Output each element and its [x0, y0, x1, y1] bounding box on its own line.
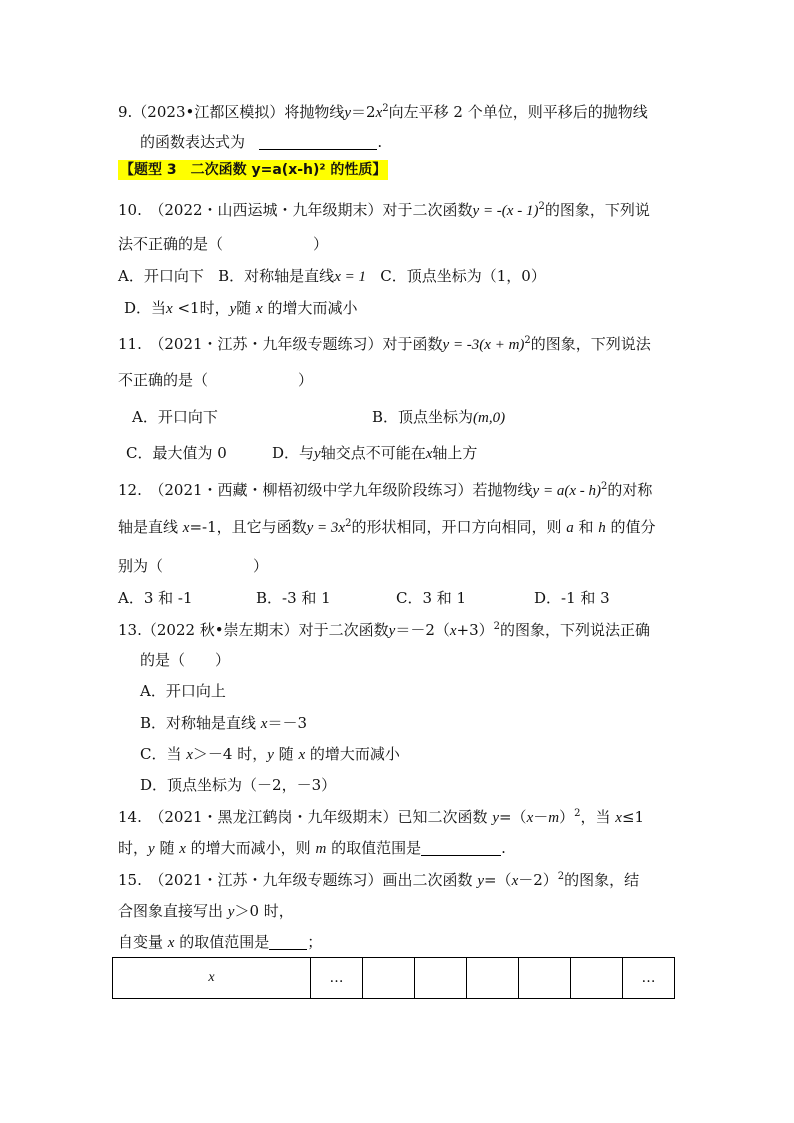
q11-option-b[interactable] — [372, 407, 505, 428]
q14-line2-x: x — [179, 841, 186, 857]
q13-exp: 2 — [493, 621, 501, 632]
q11-line2: 不正确的是（ ） — [118, 371, 314, 389]
table-cell[interactable] — [363, 958, 415, 999]
q9-eq-exp: 2 — [382, 103, 389, 114]
q15-eq2: －2） — [518, 871, 558, 889]
q10-text-post: 的图象，下列说 — [544, 201, 650, 219]
q10-option-a[interactable]: A．开口向下 — [118, 267, 204, 285]
q13-option-c-x: x — [186, 747, 193, 763]
q11-line1 — [118, 334, 651, 355]
table-cell[interactable] — [415, 958, 467, 999]
q14-line2-post: 的取值范围是 — [326, 839, 422, 857]
q14-text: 14. （2021・黑龙江鹤岗・九年级期末）已知二次函数 — [118, 808, 493, 826]
q10-option-b[interactable] — [218, 267, 366, 285]
q12-option-d[interactable]: D．-1 和 3 — [534, 589, 610, 607]
q11-option-d-text: D．与 — [272, 444, 315, 462]
q10-option-d-text: D．当 — [124, 299, 167, 317]
table-cell[interactable] — [519, 958, 571, 999]
q13-x: x — [449, 623, 457, 639]
q13-option-c-mid: ＞－4 时， — [192, 745, 268, 763]
q14-m: m — [548, 810, 560, 826]
q13-option-d[interactable]: D．顶点坐标为（－2，－3） — [140, 776, 337, 794]
q14-x: x — [526, 810, 534, 826]
q10-option-d-mid2: 随 — [236, 299, 257, 317]
q13-text: 13.（2022 秋•崇左期末）对于二次函数 — [118, 621, 389, 639]
q12-line2-mid: =-1，且它与函数 — [189, 518, 307, 536]
q9-answer-blank[interactable] — [259, 133, 377, 150]
q11-option-d-post: 轴上方 — [432, 444, 478, 462]
q11-text: 11. （2021・江苏・九年级专题练习）对于函数 — [118, 335, 443, 353]
q9-line1 — [118, 102, 648, 123]
q9-line2-text: 的函数表达式为 — [140, 133, 246, 151]
q10-options-abc — [118, 266, 546, 287]
q15-exp: 2 — [557, 871, 565, 882]
q11-option-c[interactable]: C．最大值为 0 — [126, 444, 227, 462]
q15-line2-post: ＞0 时， — [234, 902, 294, 920]
q15-line3 — [118, 932, 322, 953]
q15-text: 15. （2021・江苏・九年级专题练习）画出二次函数 — [118, 871, 478, 889]
table-header-x: x — [113, 958, 311, 999]
q11-option-b-eq: (m,0) — [473, 410, 506, 426]
q13-option-b[interactable] — [140, 713, 307, 734]
q15-line2-pre: 合图象直接写出 — [118, 902, 228, 920]
q12-line2-a: a — [566, 520, 574, 536]
q12-option-a[interactable]: A．3 和 -1 — [118, 589, 193, 607]
q14-line2-m: m — [315, 841, 327, 857]
table-cell[interactable]: … — [623, 958, 675, 999]
q14-x2: x — [615, 810, 622, 826]
q12-line2-h: h — [598, 520, 606, 536]
q12-line2-exp: 2 — [345, 518, 352, 529]
q15-line2 — [118, 901, 294, 922]
q12-eq: y = a(x - h) — [532, 483, 601, 499]
q13-option-c-mid2: 随 — [273, 745, 299, 763]
q12-text-post: 的对称 — [607, 481, 653, 499]
q12-eq-exp: 2 — [600, 481, 608, 492]
q15-end: ； — [307, 933, 323, 951]
q10-text: 10. （2022・山西运城・九年级期末）对于二次函数 — [118, 201, 473, 219]
q13-option-a[interactable]: A．开口向上 — [140, 682, 226, 700]
q15-line3-post: 的取值范围是 — [174, 933, 270, 951]
q9-text: 9.（2023•江都区模拟）将抛物线 — [118, 103, 345, 121]
q12-line2-mid2: 的形状相同，开口方向相同，则 — [351, 518, 567, 536]
q9-eq-mid: ＝2 — [351, 103, 376, 121]
q12-option-c[interactable]: C．3 和 1 — [396, 589, 467, 607]
q14-line1 — [118, 807, 644, 828]
q12-line2-eq: y = 3x — [306, 520, 346, 536]
q15-y: y — [477, 873, 484, 889]
q14-eq: =（ — [498, 808, 527, 826]
q10-option-d[interactable] — [124, 298, 358, 319]
q10-option-d-mid: <1时， — [172, 299, 230, 317]
q14-exp: 2 — [574, 808, 581, 819]
q9-line2 — [140, 132, 382, 152]
q9-text-post: 向左平移 2 个单位，则平移后的抛物线 — [388, 103, 648, 121]
q11-option-d[interactable] — [272, 443, 477, 464]
table-cell[interactable] — [571, 958, 623, 999]
q14-eq2: － — [533, 808, 549, 826]
q13-eq2: +3） — [456, 621, 494, 639]
q14-line2-mid2: 的增大而减小，则 — [185, 839, 316, 857]
q12-line2-post: 的值分 — [605, 518, 656, 536]
q9-end: . — [377, 133, 383, 151]
q14-line2-mid: 随 — [154, 839, 180, 857]
q10-option-d-x2: x — [256, 301, 263, 317]
q9-eq-y: y — [344, 105, 352, 121]
q11-eq-exp: 2 — [524, 335, 531, 346]
q13-line1 — [118, 620, 650, 641]
q14-eq3: ） — [559, 808, 575, 826]
q10-option-b-text: B．对称轴是直线 — [218, 267, 335, 285]
q9-eq-x: x — [375, 105, 383, 121]
q12-line3: 别为（ ） — [118, 557, 269, 575]
q13-option-c-y: y — [267, 747, 274, 763]
q13-option-b-text: B．对称轴是直线 — [140, 714, 261, 732]
q13-eq: ＝－2（ — [395, 621, 450, 639]
q14-mid: ，当 — [580, 808, 616, 826]
q11-option-b-text: B．顶点坐标为 — [372, 408, 474, 426]
q11-option-d-mid: 轴交点不可能在 — [320, 444, 426, 462]
q14-line2-pre: 时， — [118, 839, 149, 857]
q14-post: ≤1 — [621, 808, 645, 826]
q10-option-d-y: y — [229, 301, 237, 317]
q12-line2 — [118, 517, 656, 538]
table-cell[interactable] — [467, 958, 519, 999]
table-row — [113, 958, 675, 999]
q10-option-b-eq: x = 1 — [334, 269, 366, 285]
q15-line1 — [118, 870, 639, 891]
q13-text-post: 的图象，下列说法正确 — [500, 621, 651, 639]
q15-x: x — [511, 873, 519, 889]
section-heading: 【题型 3 二次函数 y=a(x-h)² 的性质】 — [120, 162, 387, 178]
q15-line3-pre: 自变量 — [118, 933, 168, 951]
q10-eq-exp: 2 — [538, 201, 545, 212]
q10-eq: y = -(x - 1) — [472, 203, 539, 219]
q15-line3-x: x — [167, 935, 175, 951]
q12-line1 — [118, 480, 652, 501]
q14-answer-blank[interactable] — [421, 839, 501, 856]
q14-end: . — [501, 839, 506, 857]
q13-option-c-post: 的增大而减小 — [305, 745, 400, 763]
q12-text: 12. （2021・西藏・柳梧初级中学九年级阶段练习）若抛物线 — [118, 481, 533, 499]
q10-option-c[interactable]: C．顶点坐标为（1，0） — [380, 267, 546, 285]
q13-option-b-x: x — [260, 716, 268, 732]
q15-line2-y: y — [227, 904, 235, 920]
q13-option-c-x2: x — [298, 747, 306, 763]
q13-y: y — [388, 623, 396, 639]
q14-line2 — [118, 838, 506, 859]
q12-line2-pre: 轴是直线 — [118, 518, 183, 536]
q13-line2: 的是（ ） — [140, 651, 231, 669]
q11-option-a[interactable]: A．开口向下 — [132, 408, 218, 426]
q11-option-d-y: y — [314, 446, 321, 462]
q15-post: 的图象，结 — [564, 871, 640, 889]
q13-option-c[interactable] — [140, 744, 400, 765]
q10-option-d-x: x — [166, 301, 173, 317]
q14-y: y — [492, 810, 499, 826]
table-cell[interactable]: … — [311, 958, 363, 999]
q14-line2-y: y — [148, 841, 155, 857]
q11-text-post: 的图象，下列说法 — [530, 335, 651, 353]
q11-eq: y = -3(x + m) — [442, 337, 525, 353]
q10-line2: 法不正确的是（ ） — [118, 235, 329, 253]
q12-option-b[interactable]: B．-3 和 1 — [256, 589, 331, 607]
q12-line2-mid3: 和 — [573, 518, 599, 536]
q15-answer-blank[interactable] — [269, 933, 307, 950]
q15-eq: =（ — [483, 871, 512, 889]
q12-line2-x: x — [182, 520, 190, 536]
q13-option-c-text: C．当 — [140, 745, 187, 763]
q10-option-d-post: 的增大而减小 — [262, 299, 358, 317]
q11-option-d-x: x — [425, 446, 433, 462]
q13-option-b-post: ＝－3 — [267, 714, 308, 732]
q10-line1 — [118, 200, 650, 221]
q15-value-table — [112, 957, 675, 999]
